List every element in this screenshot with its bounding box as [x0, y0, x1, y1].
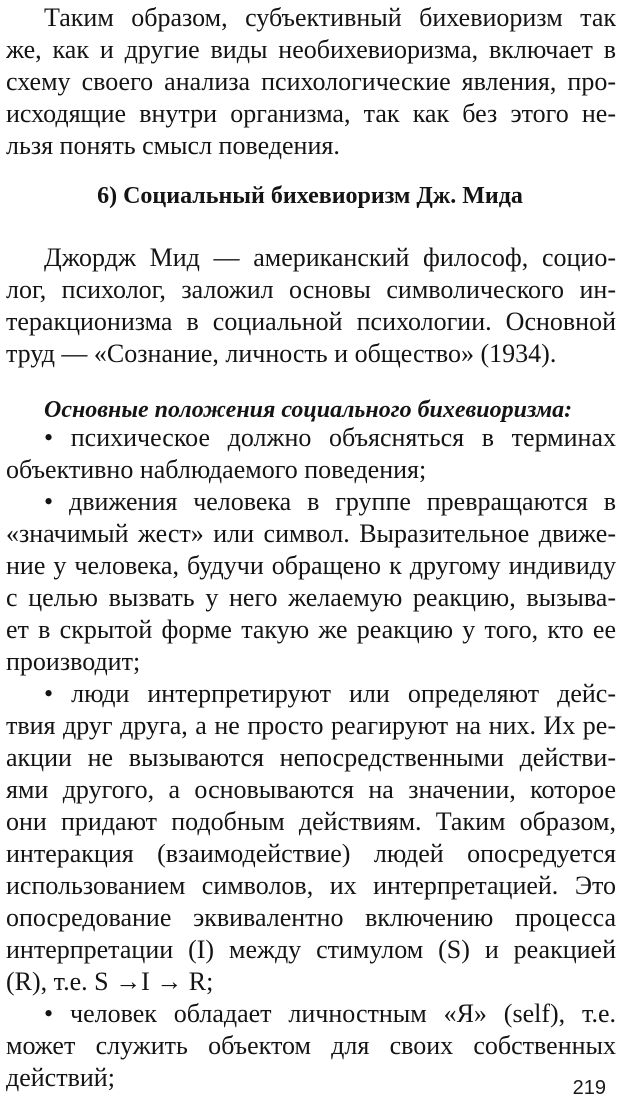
- text-line: опосредование эквивалентно включению процесса: [6, 903, 616, 932]
- text-line: действий;: [6, 1063, 115, 1092]
- subheading: Основные положения социального бихевиоризма:: [44, 397, 573, 423]
- text-line: (R), т.е. S →I → R;: [6, 967, 214, 996]
- text-line: же, как и другие виды необихевиоризма, включает в: [6, 35, 616, 64]
- text-line: • люди интерпретируют или определяют дейс-: [44, 679, 616, 708]
- text-line: с целью вызвать у него желаемую реакцию, вызыва-: [6, 583, 616, 612]
- text-line: объективно наблюдаемого поведения;: [6, 455, 427, 484]
- text-line: твия друг друга, а не просто реагируют на них. Их ре-: [6, 711, 616, 740]
- text-line: «значимый жест» или символ. Выразительное движе-: [6, 519, 616, 548]
- text-line: лог, психолог, заложил основы символического ин-: [6, 275, 616, 304]
- text-line: схему своего анализа психологические явления, про-: [6, 67, 616, 96]
- text-line: труд — «Сознание, личность и общество» (1934).: [6, 339, 557, 368]
- text-line: интеракция (взаимодействие) людей опосредуется: [6, 839, 616, 868]
- text-line: • психическое должно объясняться в терминах: [44, 423, 616, 452]
- text-line: • человек обладает личностным «Я» (self), т.е.: [44, 999, 616, 1028]
- text-line: Джордж Мид — американский философ, социо-: [44, 243, 616, 272]
- text-line: ние у человека, будучи обращено к другому индивиду: [6, 551, 616, 580]
- text-line: • движения человека в группе превращаются в: [44, 487, 616, 516]
- text-line: ет в скрытой форме такую же реакцию у того, кто ее: [6, 615, 616, 644]
- text-line: акции не вызываются непосредственными действи-: [6, 743, 616, 772]
- text-line: использованием символов, их интерпретацией. Это: [6, 871, 616, 900]
- text-line: Таким образом, субъективный бихевиоризм так: [44, 3, 616, 32]
- text-line: интерпретации (I) между стимулом (S) и реакцией: [6, 935, 616, 964]
- text-line: производит;: [6, 647, 141, 676]
- text-line: исходящие внутри организма, так как без этого не-: [6, 99, 616, 128]
- text-line: ями другого, а основываются на значении, которое: [6, 775, 616, 804]
- text-line: льзя понять смысл поведения.: [6, 131, 340, 160]
- text-line: может служить объектом для своих собственных: [6, 1031, 616, 1060]
- text-line: они придают подобным действиям. Таким образом,: [6, 807, 616, 836]
- section-heading: 6) Социальный бихевиоризм Дж. Мида: [97, 183, 523, 209]
- text-line: теракционизма в социальной психологии. Основной: [6, 307, 616, 336]
- page-number: 219: [572, 1077, 606, 1099]
